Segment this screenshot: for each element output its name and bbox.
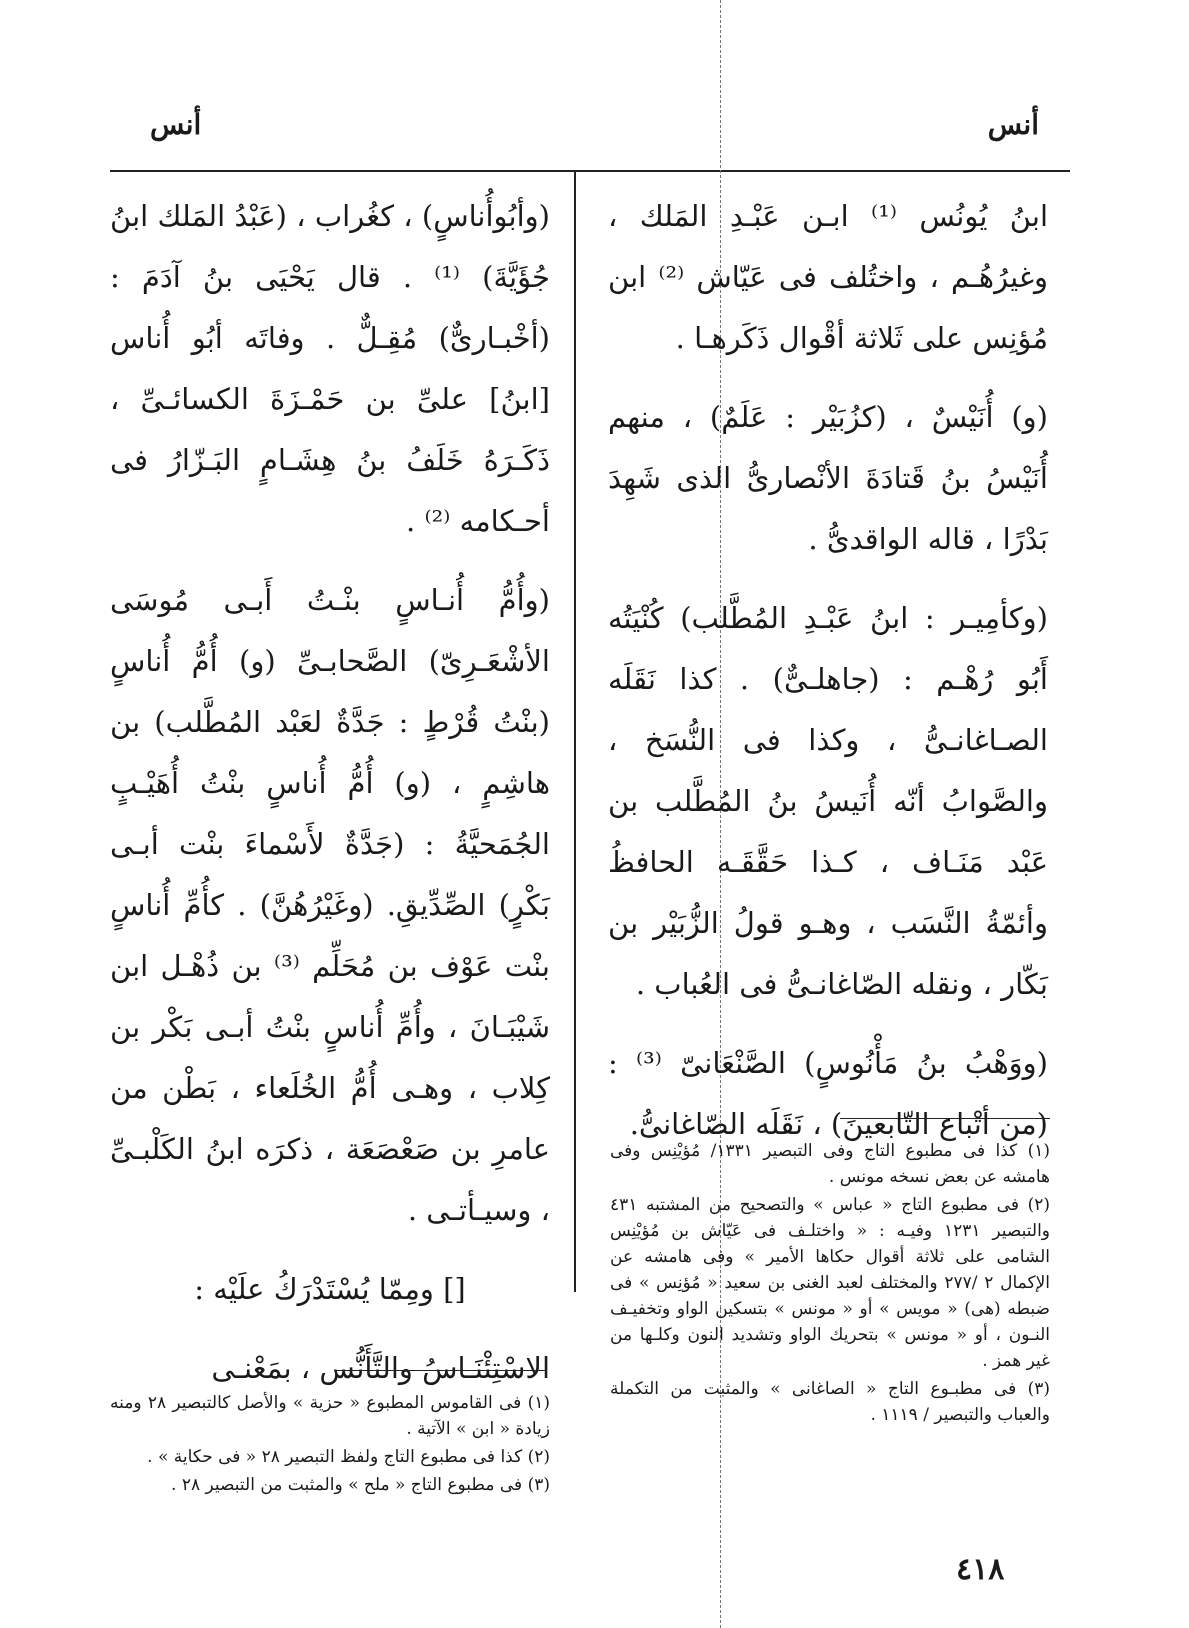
entry-paragraph: (و) أُنَيْسٌ ، (كزُبَيْر : عَلَمٌ) ، منهم أُنَيْسُ بنُ قَتادَةَ الأنْصارىُّ الذى شَهِدَ بَدْرًا ، قاله الواقدىُّ .: [608, 400, 1048, 556]
footnote: (٣) فى مطبوع التاج « ملح » والمثبت من التبصير ٢٨ .: [171, 1475, 550, 1495]
footnote: (٣) فى مطبـوع التاج « الصاغانى » والمثبت من التكملة والعباب والتبصير / ١١١٩ .: [610, 1379, 1050, 1425]
entry-paragraph: (ووَهْبُ بنُ مَأْنُوسٍ) الصَّنْعَانىّ ⁽³⁾ : (من أتْباع التّابعينَ) ، نَقَلَه الصّاغانىُّ.: [608, 1046, 1048, 1141]
footnote: (١) كذا فى مطبوع التاج وفى التبصير ١٣٣١/ مُؤيْنِس وفى هامشه عن بعض نسخه مونس .: [610, 1141, 1050, 1187]
footnote: (١) فى القاموس المطبوع « حزية » والأصل كالتبصير ٢٨ ومنه زيادة « ابن » الآتية .: [110, 1393, 550, 1439]
entry-paragraph: ابنُ يُونُس ⁽¹⁾ ابـن عَبْـدِ المَلك ، وغيرُهُـم ، واختُلف فى عَيّاش ⁽²⁾ ابن مُؤنِس على ثَلاثة أقْوال ذَكَرهـا .: [608, 199, 1049, 355]
right-column: [608, 186, 1048, 1173]
running-head-right: أنس: [987, 108, 1039, 141]
entry-paragraph: (وأبُوأُناسٍ) ، كغُراب ، (عَبْدُ المَلك ابنُ جُؤَيَّةَ) ⁽¹⁾ . قال يَحْيَى بنُ آدَمَ : (أخْبـارىٌّ) مُقِـلٌّ . وفاتَه أبُو أُناس [ابنُ] علىِّ بن حَمْـزَةَ الكسائـىِّ ، ذَكَـرَهُ خَلَفُ بنُ هِشَـامٍ البَـزّارُ فى أحـكامه ⁽²⁾ .: [110, 199, 550, 538]
left-column: [110, 186, 550, 1417]
footnotes-right: [610, 1138, 1050, 1430]
running-head-left: أنس: [150, 108, 202, 141]
page-number: ٤١٨: [956, 1552, 1005, 1587]
footnotes-left: [110, 1390, 550, 1500]
section-heading: [] ومِمّا يُسْتَدْرَكُ علَيْه :: [194, 1272, 466, 1306]
header-rule: [110, 170, 1070, 172]
footnote-rule-right: [840, 1118, 1050, 1119]
entry-paragraph: الاسْتِئْنَـاسُ والتَّأَنُّس ، بمَعْنـى: [211, 1351, 550, 1385]
entry-paragraph: (وكأمِيـر : ابنُ عَبْـدِ المُطَّلب) كُنْيَتُه أَبُو رُهْـم : (جاهلـىٌّ) . كذا نَقَلَه الصـاغانـىُّ ، وكذا فى النُّسَخ ، والصَّوابُ أنّه أُنَيسُ بنُ المُطَّلب بن عَبْد مَنَـاف ، كـذا حَقَّقَـه الحافظُ وأئمّةُ النَّسَب ، وهـو قولُ الزُّبَيْر بن بَكّار ، ونقله الصّاغانـىُّ فى العُباب .: [608, 601, 1048, 1001]
column-divider: [574, 172, 576, 1292]
footnote: (٢) كذا فى مطبوع التاج ولفظ التبصير ٢٨ « فى حكاية » .: [147, 1447, 550, 1467]
footnote: (٢) فى مطبوع التاج « عباس » والتصحيح من المشتبه ٤٣١ والتبصير ١٢٣١ وفيـه : « واختلـف فى عَيّاش بن مُؤيْنِس الشامى على ثلاثة أقوال حكاها الأمير » وفى هامشه عن الإكمال ٢ /٢٧٧ والمختلف لعبد الغنى بن سعيد « مُؤنِس » فى ضبطه (هى) « مويس » أو « مونس » بتسكين الواو وتخفيـف النـون ، أو « مونس » بتحريك الواو وتشديد النون وكلـها من غير همز .: [610, 1195, 1051, 1371]
entry-paragraph: (وأُمُّ أُنـاسٍ بنْـتُ أَبـى مُوسَى الأشْعَـرِىّ) الصَّحابـىِّ (و) أُمُّ أُناسٍ (بنْتُ قُرْطٍ : جَدَّةٌ لعَبْد المُطَّلب) بن هاشِمٍ ، (و) أُمُّ أُناسٍ بنْتُ أُهَيْـبٍ الجُمَحيَّةُ : (جَدَّةٌ لأَسْماءَ بنْت أبـى بَكْرٍ) الصِّدِّيقِ. (وغَيْرُهُنَّ) . كأُمِّ أُناسٍ بنْت عَوْف بن مُحَلِّم ⁽³⁾ بن ذُهْـل ابن شَيْبَـانَ ، وأُمِّ أُناسٍ بنْتُ أبـى بَكْر بن كِلاب ، وهـى أُمُّ الخُلَعاء ، بَطْن من عامرِ بن صَعْصَعَة ، ذكرَه ابنُ الكَلْبـىِّ ، وسيـأتـى .: [110, 583, 550, 1227]
footnote-rule-left: [335, 1370, 545, 1371]
